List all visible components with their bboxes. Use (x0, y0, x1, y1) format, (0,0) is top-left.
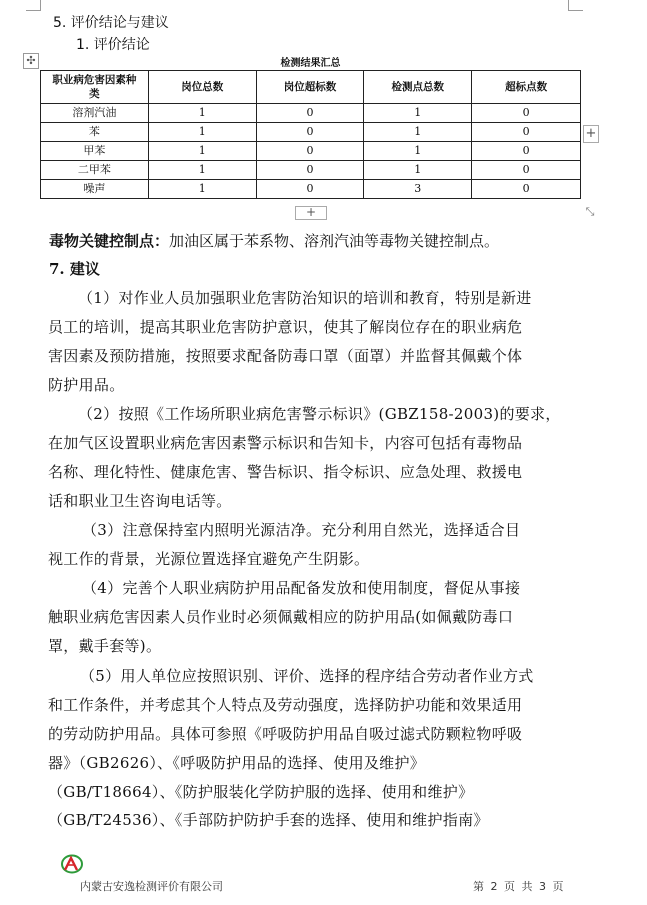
key-control-text: 加油区属于苯系物、溶剂汽油等毒物关键控制点。 (169, 232, 500, 250)
cell-post-total: 1 (148, 161, 256, 180)
crop-mark-top-left (26, 0, 41, 11)
footer-company: 内蒙古安逸检测评价有限公司 (80, 880, 223, 893)
paragraph-line: （1）对作业人员加强职业危害防治知识的培训和教育，特别是新进 (78, 289, 532, 307)
paragraph-line: 器》（GB2626）、《呼吸防护用品的选择、使用及维护》 (48, 754, 426, 772)
header-post-total: 岗位总数 (148, 71, 256, 104)
cell-point-exceed: 0 (472, 142, 581, 161)
paragraph-line: 触职业病危害因素人员作业时必须佩戴相应的防护用品(如佩戴防毒口 (48, 608, 514, 626)
paragraph-line: 在加气区设置职业病危害因素警示标识和告知卡，内容可包括有毒物品 (48, 434, 523, 452)
table-row (41, 123, 581, 142)
table-header-row (41, 71, 581, 104)
table-row (41, 142, 581, 161)
cell-post-exceed: 0 (256, 142, 364, 161)
cell-point-total: 1 (364, 161, 472, 180)
cell-post-total: 1 (148, 142, 256, 161)
footer-page-number: 第 2 页 共 3 页 (473, 880, 564, 893)
table-resize-handle-icon[interactable]: ⤡ (585, 205, 595, 218)
cell-hazard: 苯 (41, 123, 149, 142)
cell-post-exceed: 0 (256, 123, 364, 142)
header-hazard-type: 职业病危害因素种类 (41, 71, 149, 104)
cell-point-exceed: 0 (472, 180, 581, 199)
cell-post-total: 1 (148, 180, 256, 199)
section-heading: 5. 评价结论与建议 (53, 15, 169, 31)
paragraph-line: 员工的培训，提高其职业危害防护意识，使其了解岗位存在的职业病危 (48, 318, 523, 336)
header-post-exceed: 岗位超标数 (256, 71, 364, 104)
recommendations-heading: 7. 建议 (49, 260, 100, 278)
paragraph-line: 和工作条件，并考虑其个人特点及劳动强度，选择防护功能和效果适用 (48, 696, 523, 714)
add-column-button[interactable]: + (583, 125, 599, 143)
table-row (41, 180, 581, 199)
cell-point-total: 1 (364, 104, 472, 123)
cell-point-total: 3 (364, 180, 472, 199)
cell-post-exceed: 0 (256, 104, 364, 123)
paragraph-line: 罩，戴手套等)。 (48, 637, 162, 655)
paragraph-line: 视工作的背景，光源位置选择宜避免产生阴影。 (48, 550, 370, 568)
cell-post-exceed: 0 (256, 161, 364, 180)
paragraph-line: （5）用人单位应按照识别、评价、选择的程序结合劳动者作业方式 (80, 667, 534, 685)
paragraph-line: 害因素及预防措施，按照要求配备防毒口罩（面罩）并监督其佩戴个体 (48, 347, 523, 365)
cell-hazard: 甲苯 (41, 142, 149, 161)
paragraph-line: 话和职业卫生咨询电话等。 (48, 492, 232, 510)
key-control-point (49, 230, 499, 252)
cell-hazard: 溶剂汽油 (41, 104, 149, 123)
cell-post-total: 1 (148, 104, 256, 123)
paragraph-line: （GB/T18664）、《防护服装化学防护服的选择、使用和维护》 (48, 783, 474, 801)
header-point-exceed: 超标点数 (472, 71, 581, 104)
section-subheading: 1. 评价结论 (76, 37, 150, 53)
key-control-label: 毒物关键控制点： (49, 232, 170, 250)
table-row (41, 161, 581, 180)
cell-point-total: 1 (364, 142, 472, 161)
paragraph-line: 的劳动防护用品。具体可参照《呼吸防护用品自吸过滤式防颗粒物呼吸 (48, 725, 523, 743)
cell-point-total: 1 (364, 123, 472, 142)
cell-post-exceed: 0 (256, 180, 364, 199)
cell-point-exceed: 0 (472, 161, 581, 180)
paragraph-line: （4）完善个人职业病防护用品配备发放和使用制度，督促从事接 (82, 579, 521, 597)
paragraph-line: 名称、理化特性、健康危害、警告标识、指令标识、应急处理、救援电 (48, 463, 523, 481)
header-point-total: 检测点总数 (364, 71, 472, 104)
company-logo-icon (60, 853, 84, 875)
cell-hazard: 二甲苯 (41, 161, 149, 180)
table-row (41, 104, 581, 123)
paragraph-line: 防护用品。 (48, 376, 125, 394)
paragraph-line: （2）按照《工作场所职业病危害警示标识》(GBZ158-2003)的要求， (78, 405, 561, 423)
paragraph-line: （GB/T24536）、《手部防护防护手套的选择、使用和维护指南》 (48, 811, 489, 829)
table-caption: 检测结果汇总 (280, 58, 341, 69)
cell-point-exceed: 0 (472, 123, 581, 142)
crop-mark-top-right (568, 0, 583, 11)
cell-post-total: 1 (148, 123, 256, 142)
paragraph-line: （3）注意保持室内照明光源洁净。充分利用自然光，选择适合目 (82, 521, 521, 539)
table-move-handle-icon[interactable]: ✣ (23, 53, 39, 69)
add-row-button[interactable]: + (295, 206, 327, 220)
results-table (40, 70, 581, 199)
cell-hazard: 噪声 (41, 180, 149, 199)
cell-point-exceed: 0 (472, 104, 581, 123)
